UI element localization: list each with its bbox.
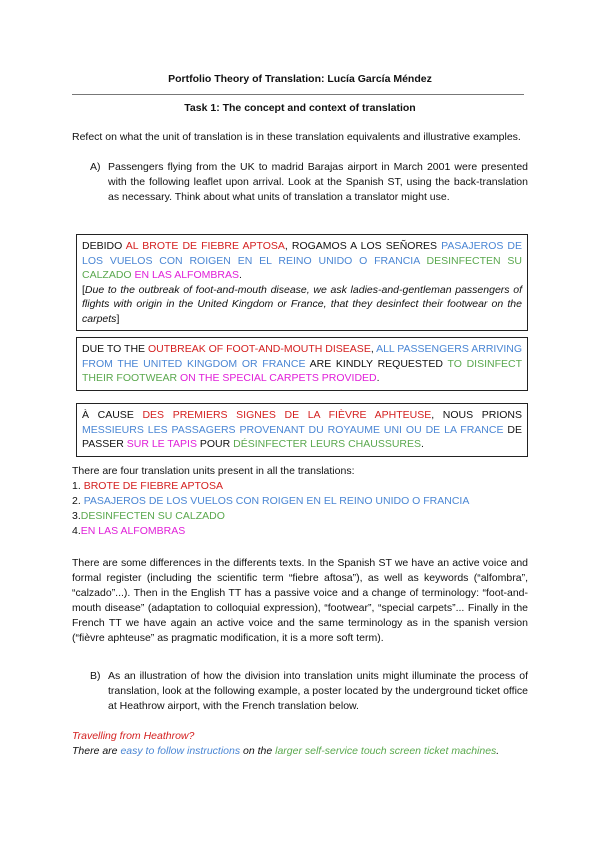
english-target-box [76, 337, 528, 391]
poster-text: on the [240, 745, 276, 757]
fr-segment: À CAUSE [82, 409, 143, 421]
poster-example [72, 729, 528, 759]
item-b [90, 669, 528, 714]
en-unit-3: TO DISINFECT THEIR FOOTWEAR [82, 357, 522, 384]
bracket-open: [ [82, 283, 85, 296]
item-b-label: B) [90, 670, 101, 682]
es-segment: DEBIDO [82, 240, 126, 252]
item-a-text: Passengers flying from the UK to madrid Barajas airport in March 2001 were presented with the following leaflet upon arrival. Look at the Spanish ST, using the back-translation as necessary. Think about what units of translation a translator might use. [108, 161, 528, 203]
unit-number: 4. [72, 525, 81, 537]
fr-segment: DE PASSER [82, 423, 522, 450]
item-b-text: As an illustration of how the division into translation units might illuminate the process of translation, look at the following example, a poster located by the underground ticket office at Heathrow airport, with the French translation below. [108, 670, 528, 712]
title-divider [72, 94, 524, 95]
poster-period: . [496, 745, 500, 757]
analysis-paragraph: There are some differences in the differents texts. In the Spanish ST we have an active voice and formal register (including the scientific term “fiebre aftosa”), as well as keywords (“alfombra”, “calzado”...). Then in the English TT has a passive voice and a change of terminology: “foot-and-mouth disease” (adaptation to colloquial expression), “footwear”, “special carpets”... Finally in the French TT we have again an active voice and the same terminology as in the spanish version (“fièvre aphteuse” as pragmatic modification, it is a more soft term). [72, 557, 528, 644]
en-unit-4: ON THE SPECIAL CARPETS PROVIDED [180, 372, 377, 384]
en-segment: , [370, 343, 377, 355]
es-unit-2: PASAJEROS DE LOS VUELOS CON ROIGEN EN EL REINO UNIDO O FRANCIA [82, 240, 523, 267]
fr-unit-1: DES PREMIERS SIGNES DE LA FIÈVRE APHTEUSE [142, 409, 432, 421]
es-space [420, 255, 427, 267]
back-translation: Due to the outbreak of foot-and-mouth disease, we ask ladies-and-gentleman passengers of flights with origin in the United Kingdom or France, that they desinfect their footwear on the carpets [82, 283, 522, 325]
fr-unit-2: MESSIEURS LES PASSAGERS PROVENANT DU ROYAUME UNI OU DE LA FRANCE [82, 423, 504, 436]
en-unit-1: OUTBREAK OF FOOT-AND-MOUTH DISEASE [147, 343, 371, 355]
unit-text: EN LAS ALFOMBRAS [80, 525, 186, 537]
fr-segment: POUR [196, 438, 234, 450]
unit-number: 2. [72, 495, 84, 507]
bracket-close: ] [116, 312, 120, 325]
translation-units-list [72, 464, 528, 539]
es-unit-3: DESINFECTEN SU CALZADO [82, 254, 523, 281]
unit-text: PASAJEROS DE LOS VUELOS CON ROIGEN EN EL REINO UNIDO O FRANCIA [83, 495, 470, 507]
es-period: . [238, 269, 242, 281]
en-period: . [376, 372, 380, 384]
en-segment: DUE TO THE [82, 343, 148, 355]
poster-line-2 [72, 744, 528, 759]
task-title: Task 1: The concept and context of translation [184, 102, 416, 114]
es-unit-1: AL BROTE DE FIEBRE APTOSA [125, 240, 285, 252]
es-unit-4: EN LAS ALFOMBRAS [134, 269, 239, 281]
unit-text: DESINFECTEN SU CALZADO [80, 510, 225, 522]
item-a-label: A) [90, 161, 101, 173]
spanish-source-box [76, 234, 528, 331]
es-segment: , ROGAMOS A LOS SEÑORES [284, 240, 442, 252]
poster-unit-machines: larger self-service touch screen ticket machines [275, 745, 497, 757]
unit-item-4 [72, 524, 528, 539]
fr-unit-3: DÉSINFECTER LEURS CHAUSSURES [233, 438, 422, 450]
fr-segment: , NOUS PRIONS [431, 409, 523, 421]
fr-unit-4: SUR LE TAPIS [126, 438, 197, 450]
unit-item-2 [72, 494, 528, 509]
poster-text: There are [72, 745, 121, 757]
units-intro: There are four translation units present in all the translations: [72, 465, 355, 477]
poster-unit-instructions: easy to follow instructions [120, 745, 241, 757]
item-a [90, 160, 528, 205]
en-segment: ARE KINDLY REQUESTED [305, 357, 448, 370]
unit-number: 1. [72, 480, 84, 492]
french-target-box [76, 403, 528, 457]
unit-item-1 [72, 479, 528, 494]
unit-text: BROTE DE FIEBRE APTOSA [83, 480, 223, 492]
fr-period: . [421, 438, 424, 450]
document-title: Portfolio Theory of Translation: Lucía García Méndez [168, 73, 432, 85]
unit-item-3 [72, 509, 528, 524]
intro-paragraph: Refect on what the unit of translation is in these translation equivalents and illustrative examples. [72, 131, 521, 143]
poster-line-1: Travelling from Heathrow? [72, 730, 195, 742]
en-unit-2: ALL PASSENGERS ARRIVING FROM THE UNITED KINGDOM OR FRANCE [82, 343, 522, 370]
unit-number: 3. [72, 510, 81, 522]
